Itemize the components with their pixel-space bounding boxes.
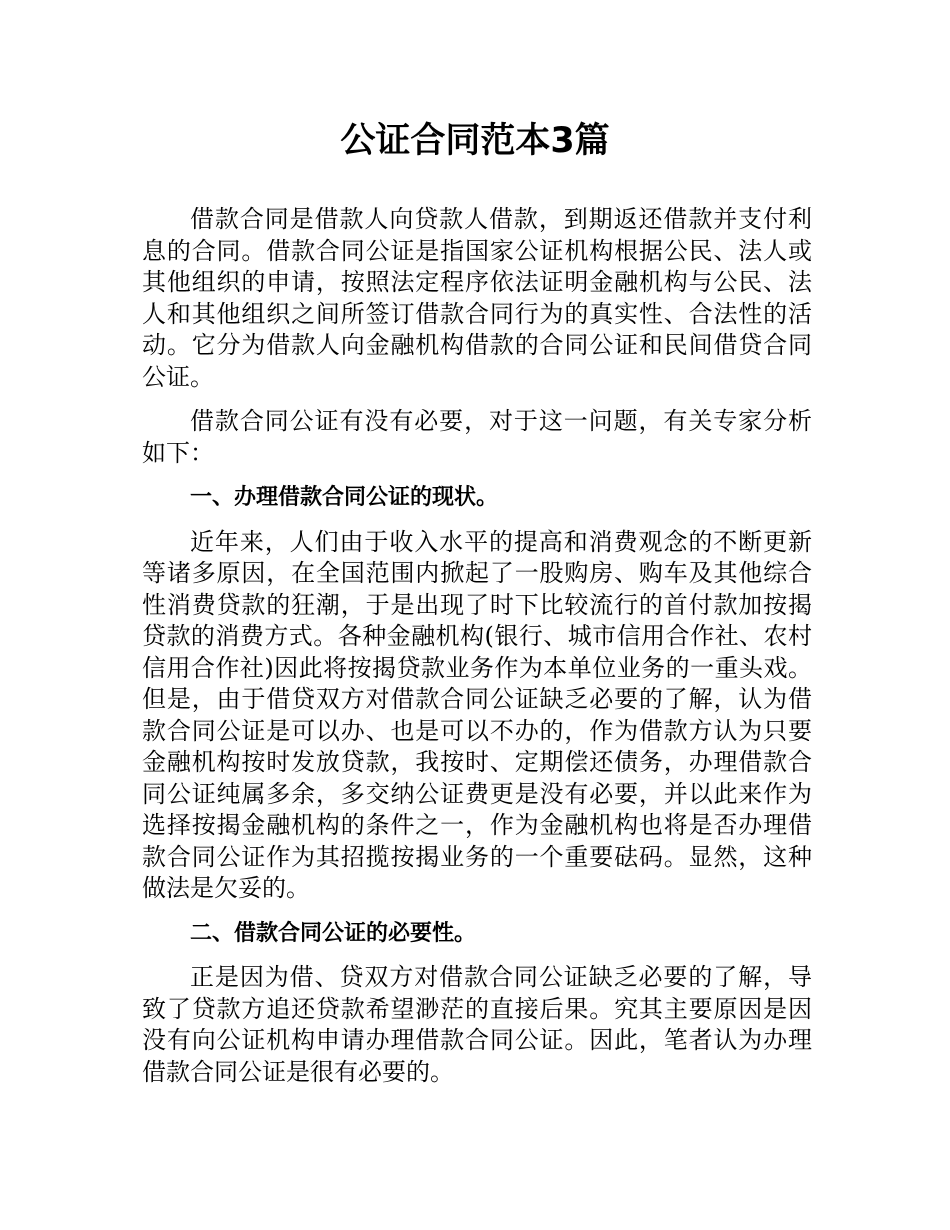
paragraph-necessity: 正是因为借、贷双方对借款合同公证缺乏必要的了解，导致了贷款方追还贷款希望渺茫的直接后果。究其主要原因是因没有向公证机构申请办理借款合同公证。因此，笔者认为办理借款合同公证是很有必要的。 xyxy=(142,963,812,1086)
section-heading-status: 一、办理借款合同公证的现状。 xyxy=(190,485,499,510)
paragraph-status: 近年来，人们由于收入水平的提高和消费观念的不断更新等诸多原因，在全国范围内掀起了一股购房、购车及其他综合性消费贷款的狂潮，于是出现了时下比较流行的首付款加按揭贷款的消费方式。各种金融机构(银行、城市信用合作社、农村信用合作社)因此将按揭贷款业务作为本单位业务的一重头戏。但是，由于借贷双方对借款合同公证缺乏必要的了解，认为借款合同公证是可以办、也是可以不办的，作为借款方认为只要金融机构按时发放贷款，我按时、定期偿还债务，办理借款合同公证纯属多余，多交纳公证费更是没有必要，并以此来作为选择按揭金融机构的条件之一，作为金融机构也将是否办理借款合同公证作为其招揽按揭业务的一个重要砝码。显然，这种做法是欠妥的。 xyxy=(142,527,812,902)
document-body xyxy=(142,204,812,1101)
paragraph-intro: 借款合同是借款人向贷款人借款，到期返还借款并支付利息的合同。借款合同公证是指国家公证机构根据公民、法人或其他组织的申请，按照法定程序依法证明金融机构与公民、法人和其他组织之间所签订借款合同行为的真实性、合法性的活动。它分为借款人向金融机构借款的合同公证和民间借贷合同公证。 xyxy=(142,205,812,391)
paragraph-question: 借款合同公证有没有必要，对于这一问题，有关专家分析如下： xyxy=(142,407,812,467)
document-title: 公证合同范本3篇 xyxy=(340,121,610,161)
section-heading-necessity: 二、借款合同公证的必要性。 xyxy=(190,920,477,946)
